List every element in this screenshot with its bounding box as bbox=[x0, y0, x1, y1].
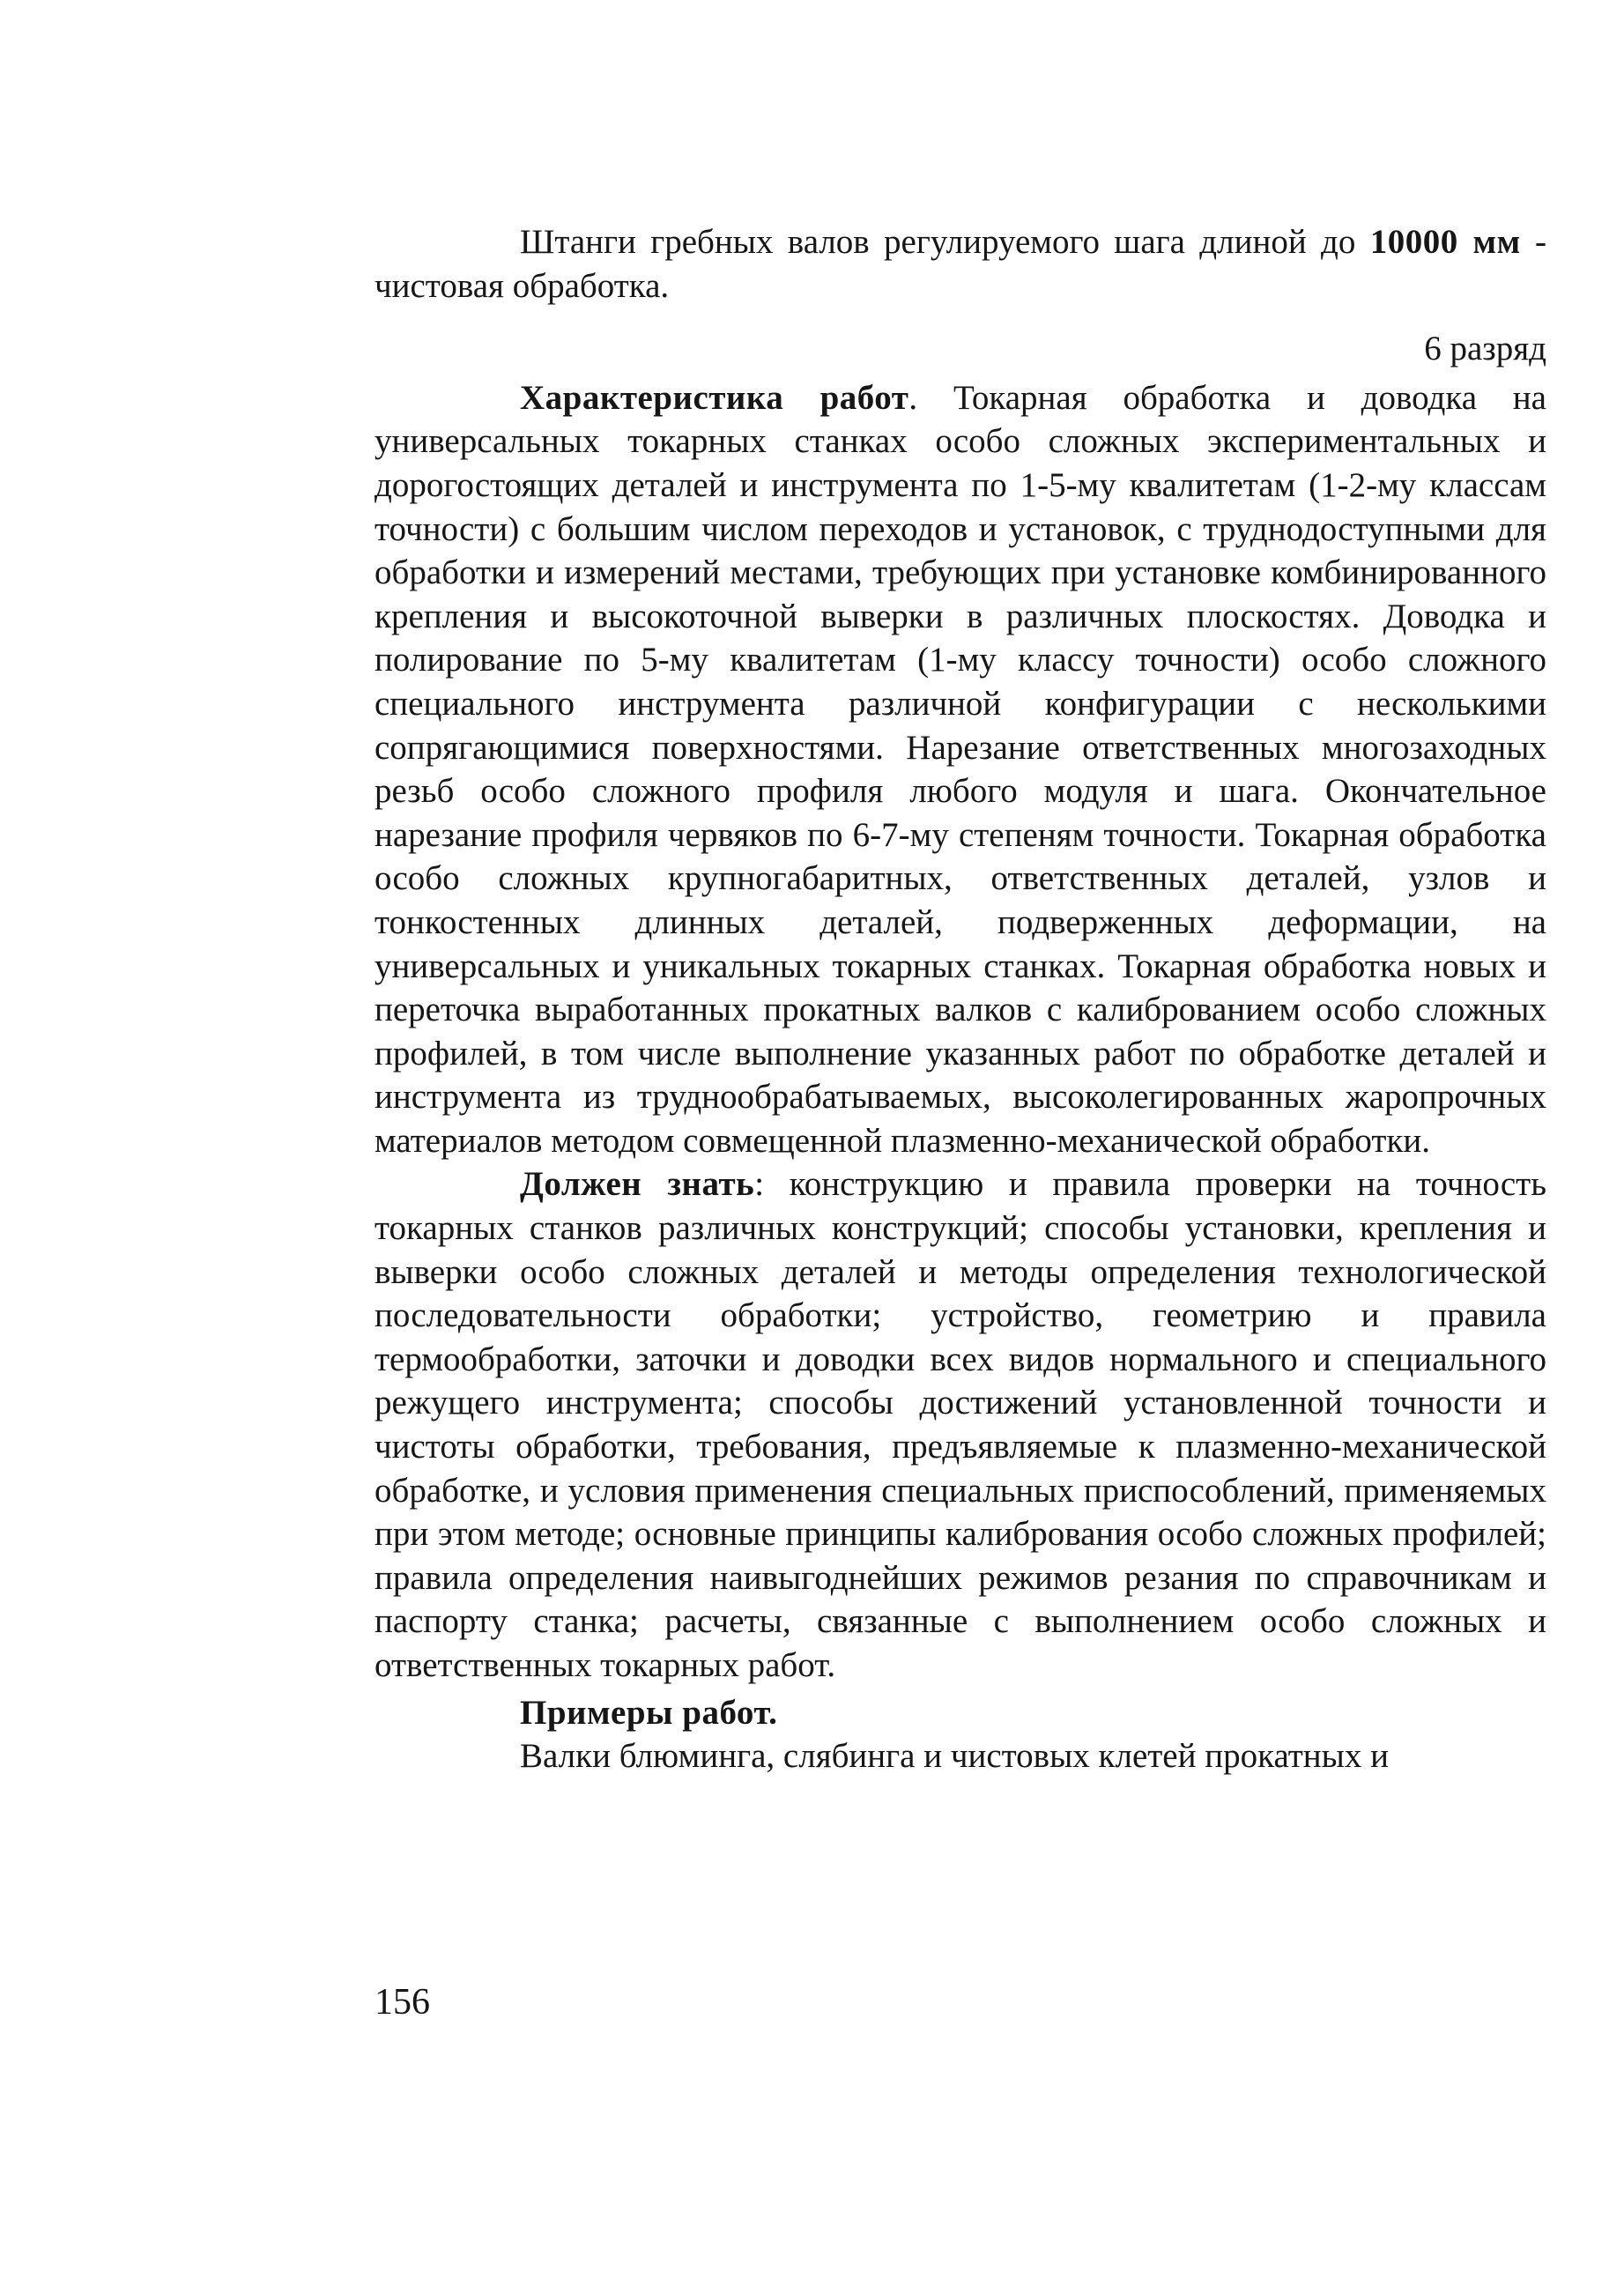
examples-text: Валки блюминга, слябинга и чистовых клетей прокатных и bbox=[520, 1737, 1390, 1776]
examples-paragraph bbox=[374, 1734, 1546, 1778]
must-know-paragraph bbox=[374, 1162, 1546, 1687]
characteristics-text: . Токарная обработка и доводка на универсальных токарных станках особо сложных экспериментальных и дорогостоящих деталей и инструмента по 1-5-му квалитетам (1-2-му классам точности) с большим числом переходов и установок, с труднодоступными для обработки и измерений местами, требующих при установке комбинированного крепления и высокоточной выверки в различных плоскостях. Доводка и полирование по 5-му квалитетам (1-му классу точности) особо сложного специального инструмента различной конфигурации с несколькими сопрягающимися поверхностями. Нарезание ответственных многозаходных резьб особо сложного профиля любого модуля и шага. Окончательное нарезание профиля червяков по 6-7-му степеням точности. Токарная обработка особо сложных крупногабаритных, ответственных деталей, узлов и тонкостенных длинных деталей, подверженных деформации, на универсальных и уникальных токарных станках. Токарная обработка новых и переточка выработанных прокатных валков с калиброванием особо сложных профилей, в том числе выполнение указанных работ по обработке деталей и инструмента из труднообрабатываемых, высоколегированных жаропрочных материалов методом совмещенной плазменно-механической обработки. bbox=[374, 378, 1546, 1160]
characteristics-label: Характеристика работ bbox=[520, 378, 909, 417]
page-number: 156 bbox=[374, 1982, 430, 2023]
intro-paragraph bbox=[374, 220, 1546, 308]
grade-label: 6 разряд bbox=[1424, 330, 1546, 368]
intro-text: Штанги гребных валов регулируемого шага длиной до bbox=[520, 223, 1356, 261]
document-page bbox=[374, 220, 1546, 1778]
examples-heading: Примеры работ. bbox=[520, 1693, 778, 1732]
intro-bold-value: 10000 мм bbox=[1369, 223, 1521, 261]
intro-tail: - чистовая обработка. bbox=[374, 223, 1547, 305]
must-know-text: : конструкцию и правила проверки на точность токарных станков различных конструкций; способы установки, крепления и выверки особо сложных деталей и методы определения технологической последовательности обработки; устройство, геометрию и правила термообработки, заточки и доводки всех видов нормального и специального режущего инструмента; способы достижений установленной точности и чистоты обработки, требования, предъявляемые к плазменно-механической обработке, и условия применения специальных приспособлений, применяемых при этом методе; основные принципы калибрования особо сложных профилей; правила определения наивыгоднейших режимов резания по справочникам и паспорту станка; расчеты, связанные с выполнением особо сложных и ответственных токарных работ. bbox=[374, 1165, 1546, 1684]
characteristics-paragraph bbox=[374, 376, 1546, 1163]
must-know-label: Должен знать bbox=[520, 1165, 755, 1204]
